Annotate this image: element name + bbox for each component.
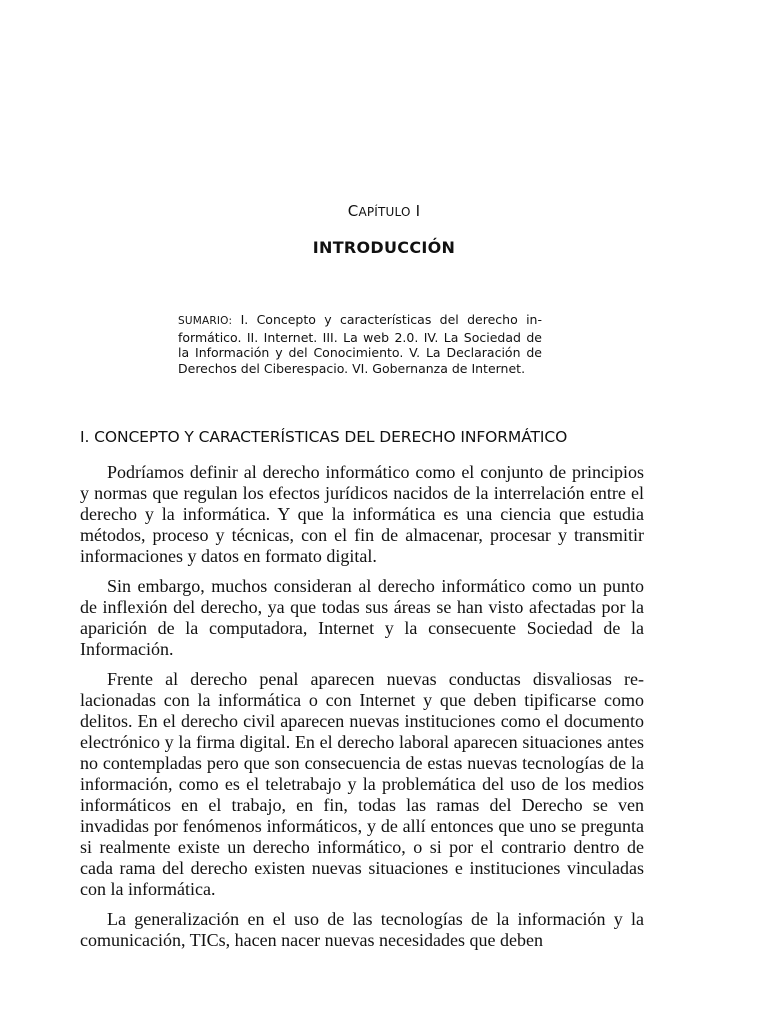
paragraph-4: La generalización en el uso de las tecnologías de la información y la comunicación, TICs, hacen nacer nuevas necesidades que deben [80, 909, 644, 950]
chapter-summary [178, 312, 542, 376]
chapter-label-initial: C [347, 202, 359, 220]
chapter-label-smallcaps: APÍTULO [358, 205, 411, 219]
chapter-label [0, 202, 768, 220]
body-text [80, 462, 644, 960]
paragraph-2: Sin embargo, muchos consideran al derecho informático como un punto de inflexión del derecho, ya que todas sus áreas se han visto afectadas por la aparición de la computadora, Internet y la consecuente Sociedad de la Información. [80, 576, 644, 659]
paragraph-1: Podríamos definir al derecho informático como el conjunto de principios y normas que regulan los efectos jurídicos nacidos de la interrelación entre el derecho y la informática. Y que la informática es una ciencia que estudia métodos, proceso y técnicas, con el fin de almacenar, procesar y transmitir informaciones y datos en formato digital. [80, 462, 644, 566]
section-heading: I. CONCEPTO Y CARACTERÍSTICAS DEL DERECHO INFORMÁTICO [80, 428, 568, 446]
paragraph-3: Frente al derecho penal aparecen nuevas conductas disvaliosas relacionadas con la informática o con Internet y que deben tipificarse como delitos. En el derecho civil aparecen nuevas instituciones como el documento electrónico y la firma digital. En el derecho laboral aparecen situaciones antes no contempladas pero que son consecuencia de estas nuevas tecnologías de la información, como es el teletrabajo y la problemática del uso de los medios informáticos en el trabajo, en fin, todas las ramas del Derecho se ven invadidas por fenómenos informáticos, y de allí entonces que uno se pregunta si realmente existe un derecho informático, o si por el contrario dentro de cada rama del derecho existen nuevas situaciones e instituciones vinculadas con la informática. [80, 669, 644, 899]
chapter-number: I [415, 202, 421, 220]
summary-lead: SUMARIO: [178, 315, 233, 327]
chapter-title: INTRODUCCIÓN [312, 238, 456, 257]
summary-text: I. Concepto y características del derecho informático. II. Internet. III. La web 2.0. IV. La Sociedad de la Información y del Conocimiento. V. La Declaración de Derechos del Ciberespacio. VI. Gobernanza de Internet. [178, 312, 542, 376]
